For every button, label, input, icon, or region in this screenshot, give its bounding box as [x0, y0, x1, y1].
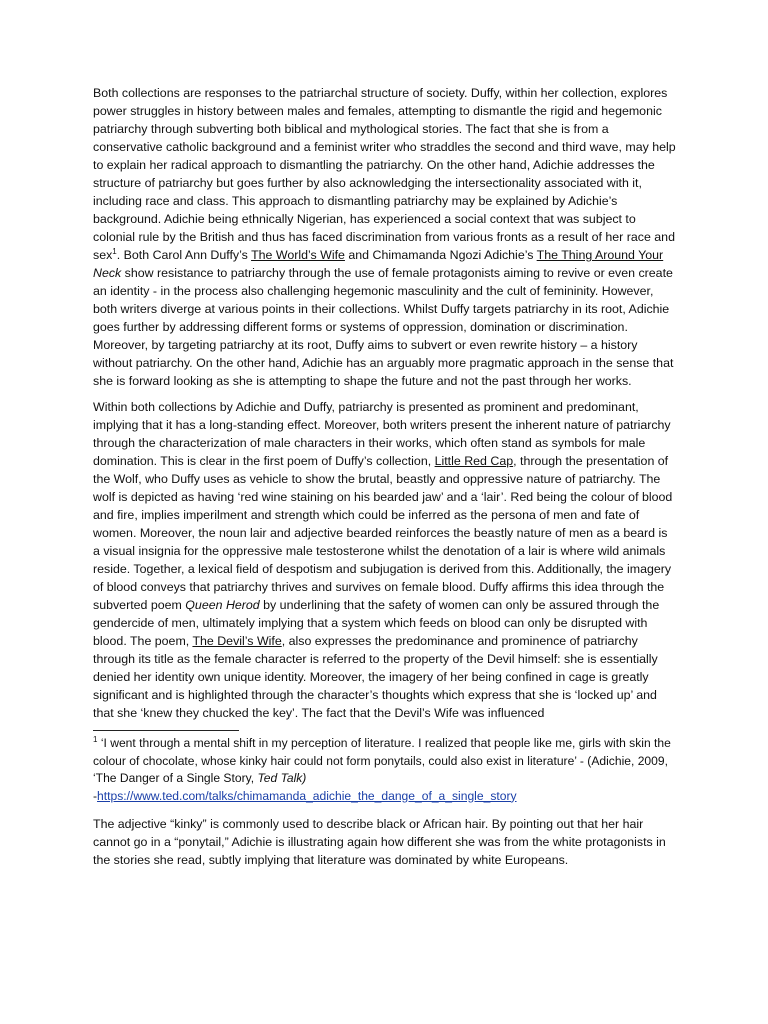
text-run: Both collections are responses to the patriarchal structure of society. Duffy, within her collection, explores power struggles in history between males and females, attempting to dismantle the rigid and hegemonic patriarchy through subverting both biblical and mythological stories. The fact that she is from a conservative catholic background and a feminist writer who straddles the second and third wave, may help to explain her radical approach to dismantling the patriarchy. On the other hand, Adichie addresses the structure of patriarchy but goes further by also acknowledging the intersectionality associated with it, including race and class. This approach to dismantling patriarchy may be explained by Adichie’s background. Adichie being ethnically Nigerian, has experienced a social context that was subject to colonial rule by the British and thus has faced discrimination from various fronts as a result of her race and sex: [93, 86, 676, 262]
text-run: , through the presentation of the Wolf, who Duffy uses as vehicle to show the brutal, beastly and oppressive nature of patriarchy. The wolf is depicted as having ‘red wine staining on his bearded jaw’ and a ‘lair’. Red being the colour of blood and fire, implies imperilment and strength which could be inferred as the persona of men and fate of women. Moreover, the noun lair and adjective bearded reinforces the beastly nature of men as a beard is a visual insignia for the oppressive male testosterone whilst the denotation of a lair is where wild animals reside. Together, a lexical field of despotism and subjugation is derived from this. Additionally, the imagery of blood conveys that patriarchy thrives and survives on female blood. Duffy affirms this idea through the subverted poem: [93, 454, 673, 612]
poem-title-queen-herod: Queen Herod: [185, 598, 260, 612]
poem-title-little-red-cap: Little Red Cap: [434, 454, 514, 468]
paragraph-note: The adjective “kinky” is commonly used to describe black or African hair. By pointing out that her hair cannot go in a “ponytail,” Adichie is illustrating again how different she was from the white protagonists in the stories she read, subtly implying that literature was dominated by white Europeans.: [93, 817, 666, 867]
text-run: , also expresses the predominance and prominence of patriarchy through its title as the female character is referred to the property of the Devil himself: she is essentially denied her identity own unique identity. Moreover, the imagery of her being confined in cage is greatly significant and is highlighted through the character’s thoughts which express that she is ‘locked up’ and that she ‘knew they chucked the key’. The fact that the Devil’s Wife was influenced: [93, 634, 658, 720]
footnote-reference: 1: [112, 246, 117, 256]
text-run: show resistance to patriarchy through the use of female protagonists aiming to revive or even create an identity - in the process also challenging hegemonic masculinity and the cult of femininity. However, both writers diverge at various points in their collections. Whilst Duffy targets patriarchy in its root, Adichie goes further by addressing different forms or systems of oppression, domination or discrimination. Moreover, by targeting patriarchy at its root, Duffy aims to subvert or even rewrite history – a history without patriarchy. On the other hand, Adichie has an arguably more pragmatic approach in the sense that she is forward looking as she is attempting to shape the future and not the past through her works.: [93, 266, 674, 388]
footnote-italic: Ted Talk): [257, 771, 307, 785]
footnote-separator: [93, 730, 239, 731]
text-run: Within both collections by Adichie and Duffy, patriarchy is presented as prominent and predominant, implying that it has a long-standing effect. Moreover, both writers present the inherent nature of patriarchy through the characterization of male characters in their works, which often stand as symbols for male domination. This is clear in the first poem of Duffy’s collection,: [93, 400, 671, 468]
book-title-neck-italic: Neck: [93, 266, 122, 280]
book-title-worlds-wife: The World’s Wife: [251, 248, 345, 262]
poem-title-devils-wife: The Devil’s Wife: [192, 634, 282, 648]
footnote-number: 1: [93, 734, 98, 744]
ted-talk-link[interactable]: https://www.ted.com/talks/chimamanda_adichie_the_dange_of_a_single_story: [97, 788, 517, 803]
text-run: . Both Carol Ann Duffy’s: [116, 248, 252, 262]
document-page: [93, 84, 677, 869]
footnote-text: ‘I went through a mental shift in my perception of literature. I realized that people like me, girls with skin the colour of chocolate, whose kinky hair could not form ponytails, could also exist in literature’ - (Adichie, 2009, ‘The Danger of a Single Story,: [93, 736, 671, 785]
text-run: and Chimamanda Ngozi Adichie’s: [344, 248, 537, 262]
text-run: by underlining that the safety of women can only be assured through the gendercide of men, ultimately implying that a system which feeds on blood can only be disrupted with blood. The poem,: [93, 598, 660, 648]
paragraph-intro: [93, 84, 677, 390]
footnote-dash: -: [93, 788, 98, 803]
book-title-thing-around-your-neck: The Thing Around Your: [536, 248, 664, 262]
paragraph-analysis: [93, 398, 677, 722]
footnote: [93, 735, 677, 805]
